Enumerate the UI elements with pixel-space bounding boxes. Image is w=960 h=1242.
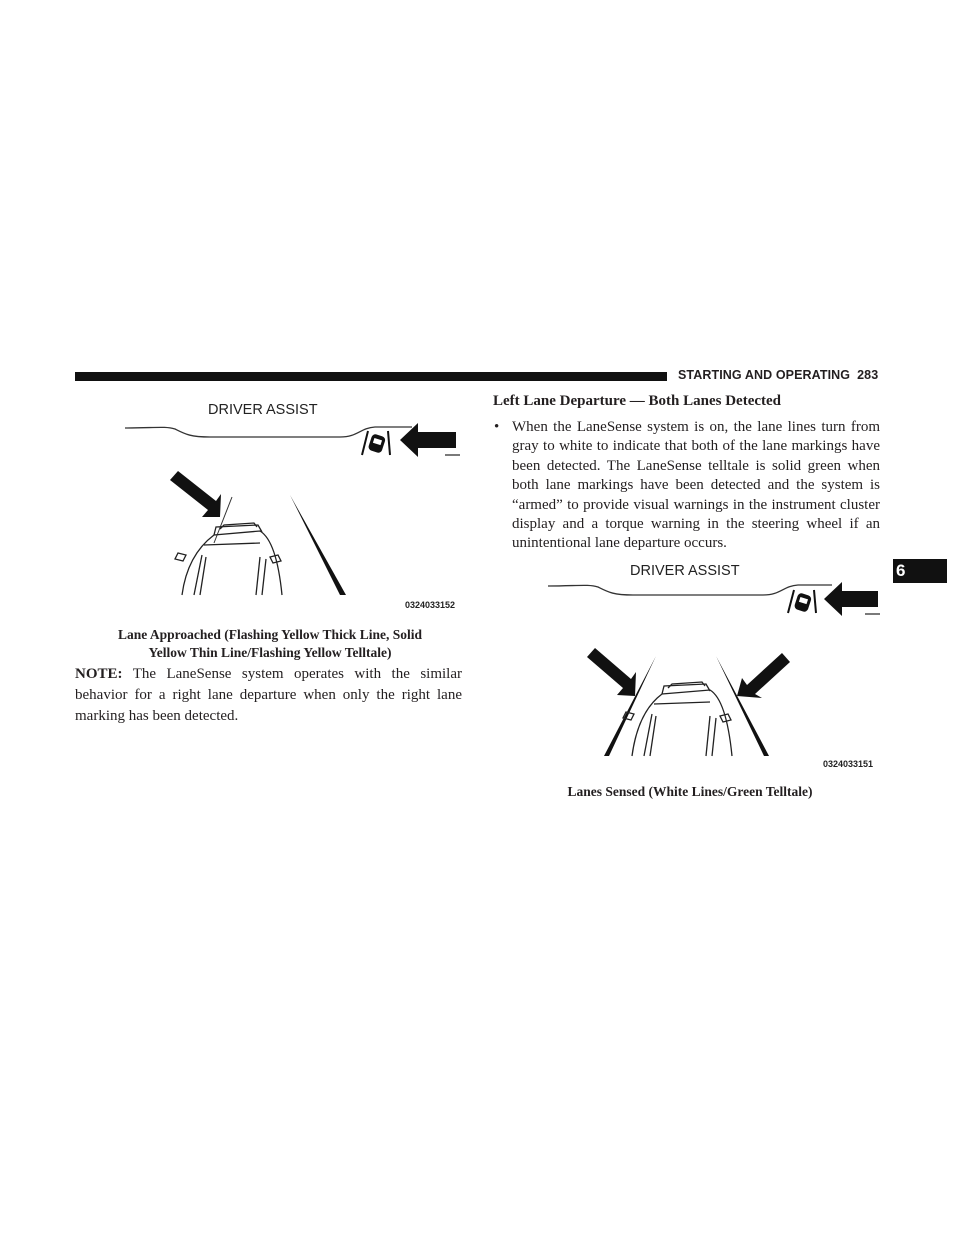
lane-approached-illustration	[120, 395, 465, 615]
note-text: The LaneSense system operates with the similar behavior for a right lane departure when only the right lane marking has been detected.	[75, 666, 462, 724]
figure-lane-approached	[120, 395, 465, 615]
bullet-text: When the LaneSense system is on, the lane lines turn from gray to white to indicate that both of the lane markings have been detected. The LaneSense telltale is solid green when both lane markings have been detected and the system is “armed” to provide visual warnings in the instrument cluster display and a torque warning in the steering wheel if an unintentional lane departure occurs.	[512, 419, 880, 552]
section-heading: Left Lane Departure — Both Lanes Detected	[493, 393, 782, 409]
figure-caption-right: Lanes Sensed (White Lines/Green Telltale)	[567, 784, 813, 799]
bullet-symbol: •	[494, 419, 500, 435]
header-section-title: STARTING AND OPERATING	[678, 368, 851, 382]
note-label: NOTE:	[75, 666, 123, 682]
image-code: 0324033152	[405, 600, 456, 610]
vehicle-rear-icon	[175, 523, 282, 595]
image-code: 0324033151	[823, 759, 874, 769]
screen-title: DRIVER ASSIST	[208, 402, 318, 418]
black-arrow-icon	[170, 471, 221, 517]
running-header	[678, 368, 878, 382]
lanes-sensed-illustration	[540, 556, 885, 771]
figure-lanes-sensed	[540, 556, 885, 771]
chapter-tab: 6	[893, 559, 947, 583]
black-arrow-icon	[400, 423, 456, 457]
note-paragraph	[75, 664, 462, 727]
figure-caption-left	[75, 626, 465, 662]
caption-line: Lane Approached (Flashing Yellow Thick Line, Solid	[118, 627, 422, 642]
black-arrow-icon	[737, 653, 790, 698]
page-number: 283	[857, 368, 879, 382]
screen-title: DRIVER ASSIST	[630, 563, 740, 579]
lane-departure-telltale-icon	[788, 590, 816, 613]
lane-departure-telltale-icon	[362, 431, 390, 455]
header-rule	[75, 372, 667, 381]
vehicle-rear-icon	[623, 682, 732, 756]
black-arrow-icon	[824, 582, 878, 616]
black-arrow-icon	[587, 648, 636, 696]
bullet-item	[494, 418, 880, 554]
caption-line: Yellow Thin Line/Flashing Yellow Telltale)	[148, 645, 392, 660]
